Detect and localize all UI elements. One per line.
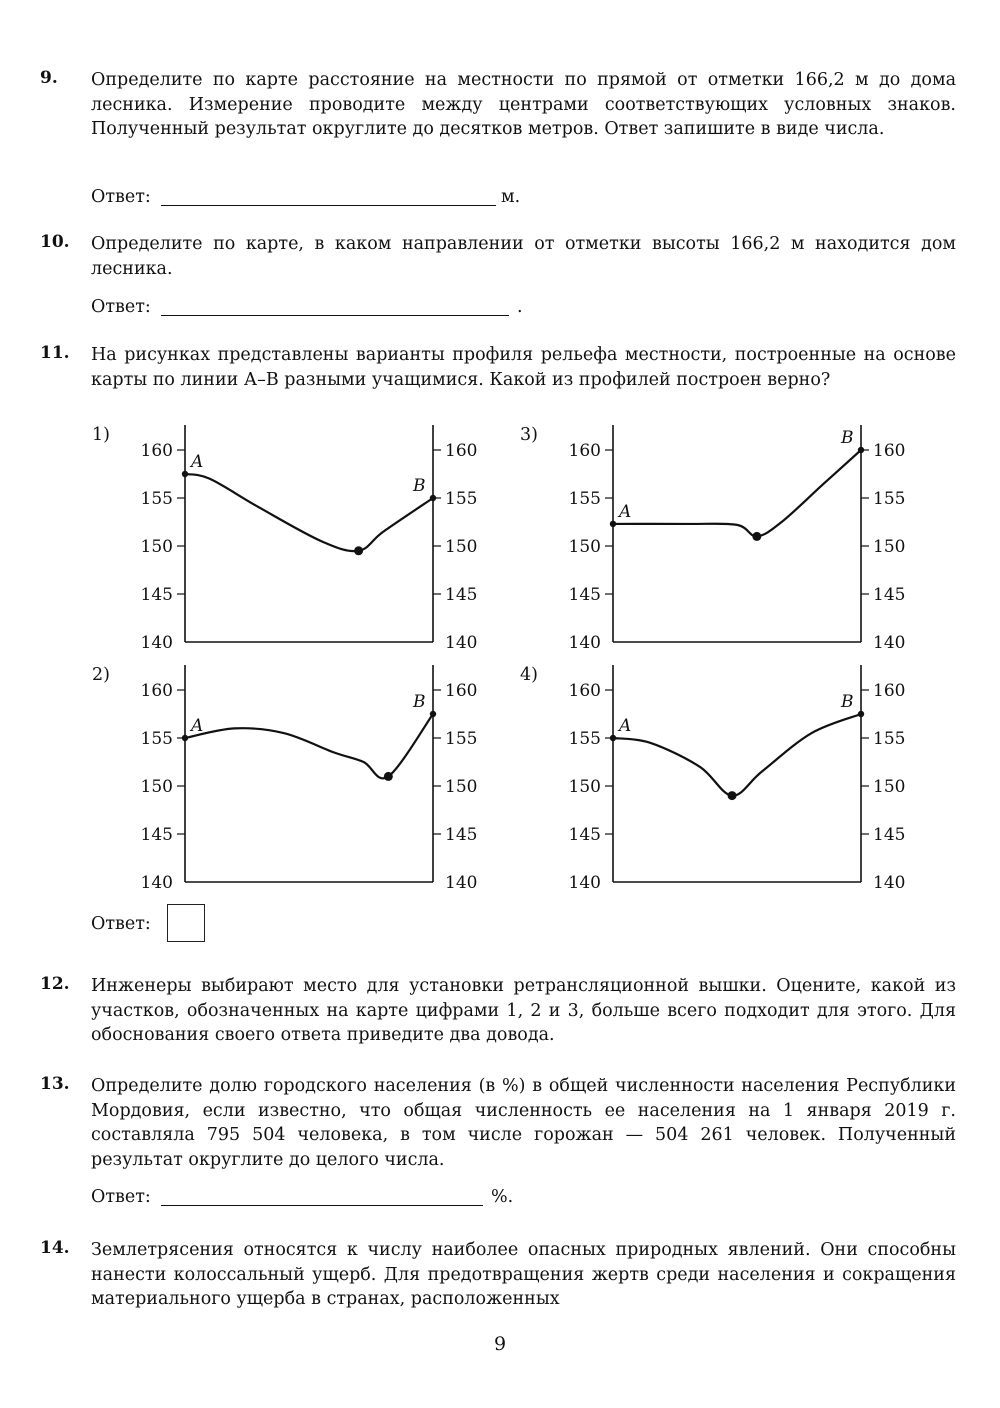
y-tick-label-left: 140	[568, 633, 601, 650]
profile-endpoint	[610, 521, 616, 527]
point-a-label: A	[191, 716, 204, 736]
y-tick-label-right: 140	[873, 633, 906, 650]
point-b-label: B	[413, 692, 426, 712]
y-tick-label-right: 160	[445, 681, 478, 701]
answer-unit: м.	[501, 187, 521, 207]
y-tick-label-right: 150	[873, 777, 906, 797]
answer-10-field[interactable]	[161, 315, 509, 316]
y-tick-label-right: 160	[873, 681, 906, 701]
profile-endpoint	[430, 711, 436, 717]
answer-label: Ответ:	[91, 297, 151, 317]
y-tick-label-left: 150	[140, 537, 173, 557]
y-tick-label-left: 155	[140, 489, 173, 509]
point-b-label: B	[413, 476, 426, 496]
profile-minimum	[384, 772, 393, 781]
y-tick-label-right: 155	[445, 729, 478, 749]
y-tick-label-right: 145	[445, 585, 478, 605]
y-tick-label-left: 155	[140, 729, 173, 749]
profile-line	[613, 450, 861, 536]
question-text: На рисунках представлены варианты профиля рельефа местности, построенные на основе карты по линии А–В разными учащимися. Какой из профилей построен верно?	[91, 345, 956, 390]
profile-chart-2	[90, 660, 510, 890]
chart-panel-label: 4)	[520, 665, 538, 685]
y-tick-label-left: 160	[140, 681, 173, 701]
question-number: 13.	[40, 1074, 70, 1094]
y-tick-label-right: 155	[873, 729, 906, 749]
chart-panel-label: 3)	[520, 425, 538, 445]
profile-chart-3	[518, 420, 938, 650]
profile-endpoint	[858, 447, 864, 453]
y-tick-label-left: 155	[568, 729, 601, 749]
y-tick-label-left: 150	[140, 777, 173, 797]
profile-minimum	[354, 546, 363, 555]
y-tick-label-right: 150	[445, 537, 478, 557]
y-tick-label-left: 145	[140, 585, 173, 605]
question-number: 14.	[40, 1238, 70, 1258]
y-tick-label-left: 140	[568, 873, 601, 890]
answer-label: Ответ:	[91, 1187, 151, 1207]
profile-endpoint	[430, 495, 436, 501]
point-b-label: B	[841, 692, 854, 712]
profile-endpoint	[182, 471, 188, 477]
y-tick-label-right: 150	[445, 777, 478, 797]
y-tick-label-right: 160	[445, 441, 478, 461]
question-number: 11.	[40, 343, 70, 363]
y-tick-label-left: 140	[140, 633, 173, 650]
y-tick-label-left: 160	[568, 681, 601, 701]
y-tick-label-right: 140	[445, 873, 478, 890]
profile-minimum	[728, 791, 737, 800]
profile-line	[185, 474, 433, 551]
profile-line	[185, 714, 433, 778]
answer-label: Ответ:	[91, 187, 151, 207]
answer-11-box[interactable]	[167, 904, 205, 942]
question-text: Землетрясения относятся к числу наиболее опасных природных явлений. Они способны нанести колоссальный ущерб. Для предотвращения жертв среди населения и сокращения материального ущерба в странах, расположенных	[91, 1240, 956, 1309]
question-text: Определите по карте расстояние на местности по прямой от отметки 166,2 м до дома лесника. Измерение проводите между центрами соответствующих условных знаков. Полученный результат округлите до десятков метров. Ответ запишите в виде числа.	[91, 70, 956, 139]
question-text: Определите по карте, в каком направлении от отметки высоты 166,2 м находится дом лесника.	[91, 234, 956, 279]
y-tick-label-left: 145	[568, 585, 601, 605]
question-number: 9.	[40, 68, 58, 88]
question-text: Инженеры выбирают место для установки ретрансляционной вышки. Оцените, какой из участков, обозначенных на карте цифрами 1, 2 и 3, больше всего подходит для этого. Для обоснования своего ответа приведите два довода.	[91, 976, 956, 1045]
y-tick-label-right: 155	[873, 489, 906, 509]
profile-chart-1	[90, 420, 510, 650]
profile-endpoint	[610, 735, 616, 741]
question-number: 10.	[40, 232, 70, 252]
y-tick-label-right: 140	[445, 633, 478, 650]
answer-13-field[interactable]	[161, 1205, 483, 1206]
y-tick-label-right: 145	[873, 825, 906, 845]
y-tick-label-right: 160	[873, 441, 906, 461]
point-b-label: B	[841, 428, 854, 448]
question-text: Определите долю городского населения (в %) в общей численности населения Республики Мордовия, если известно, что общая численность ее населения на 1 января 2019 г. составляла 795 504 человека, в том числе горожан — 504 261 человек. Полученный результат округлите до целого числа.	[91, 1076, 956, 1170]
y-tick-label-right: 145	[445, 825, 478, 845]
profile-line	[613, 714, 861, 796]
answer-9-field[interactable]	[161, 205, 496, 206]
chart-panel-label: 1)	[92, 425, 110, 445]
y-tick-label-left: 160	[568, 441, 601, 461]
point-a-label: A	[619, 716, 632, 736]
page-number: 9	[493, 1333, 507, 1355]
profile-endpoint	[182, 735, 188, 741]
profile-minimum	[752, 532, 761, 541]
question-number: 12.	[40, 974, 70, 994]
y-tick-label-right: 155	[445, 489, 478, 509]
profile-chart-4	[518, 660, 938, 890]
answer-label: Ответ:	[91, 914, 151, 934]
answer-unit: %.	[491, 1187, 514, 1207]
profile-endpoint	[858, 711, 864, 717]
y-tick-label-left: 145	[140, 825, 173, 845]
point-a-label: A	[191, 452, 204, 472]
y-tick-label-right: 145	[873, 585, 906, 605]
y-tick-label-left: 150	[568, 537, 601, 557]
y-tick-label-right: 150	[873, 537, 906, 557]
point-a-label: A	[619, 501, 632, 522]
y-tick-label-left: 160	[140, 441, 173, 461]
y-tick-label-left: 145	[568, 825, 601, 845]
answer-unit: .	[517, 297, 523, 317]
y-tick-label-left: 140	[140, 873, 173, 890]
chart-panel-label: 2)	[92, 665, 110, 685]
y-tick-label-right: 140	[873, 873, 906, 890]
y-tick-label-left: 150	[568, 777, 601, 797]
y-tick-label-left: 155	[568, 489, 601, 509]
